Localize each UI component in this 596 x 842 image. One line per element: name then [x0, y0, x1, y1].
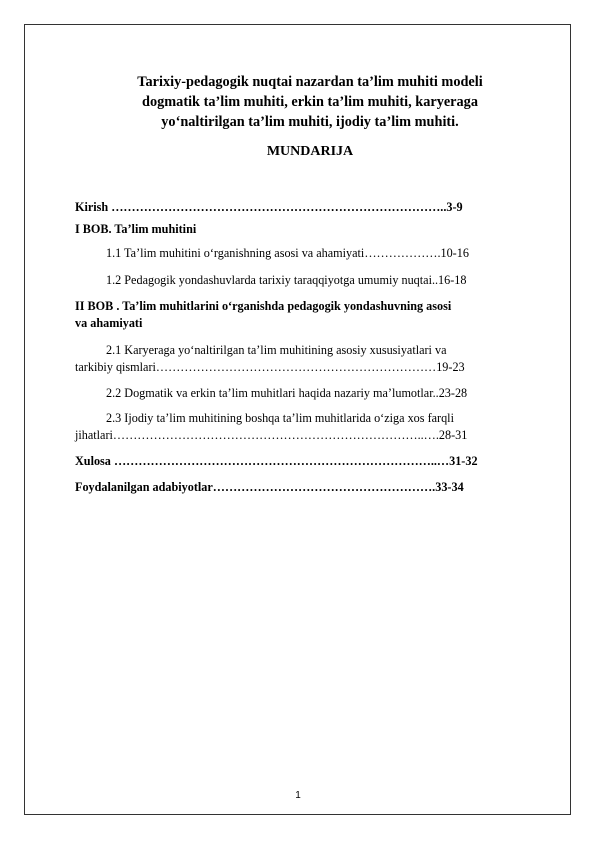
toc-entry-2-3	[75, 410, 530, 444]
heading-line-2: dogmatik ta’lim muhiti, erkin ta’lim muhiti, karyeraga	[142, 94, 478, 110]
toc-entry-xulosa: Xulosa ……………………………………………………………………..…31-32	[75, 454, 478, 468]
toc-entry-2-2: 2.2 Dogmatik va erkin ta’lim muhitlari haqida nazariy ma’lumotlar..23-28	[106, 386, 468, 400]
toc-entry-2-1	[75, 342, 530, 376]
toc-entry-kirish: Kirish ………………………………………………………………………..3-9	[75, 200, 463, 214]
entry-2-3-line-2: jihatlari…………………………………………………………………..….28-31	[75, 428, 468, 442]
toc-entry-chapter-1: I BOB. Ta’lim muhitini	[75, 222, 197, 236]
chapter-2-line-2: va ahamiyati	[75, 316, 143, 330]
toc-entry-1-1: 1.1 Ta’lim muhitini o‘rganishning asosi va ahamiyati……………….10-16	[106, 246, 469, 260]
heading-line-3: yo‘naltirilgan ta’lim muhiti, ijodiy ta’lim muhiti.	[161, 114, 459, 130]
document-heading	[70, 72, 550, 132]
entry-2-1-line-1: 2.1 Karyeraga yo‘naltirilgan ta’lim muhitining asosiy xususiyatlari va	[106, 343, 447, 357]
toc-entry-foydalanilgan: Foydalanilgan adabiyotlar……………………………………………….33-34	[75, 480, 464, 494]
toc-entry-1-2: 1.2 Pedagogik yondashuvlarda tarixiy taraqqiyotga umumiy nuqtai..16-18	[106, 273, 467, 287]
entry-2-3-line-1: 2.3 Ijodiy ta’lim muhitining boshqa ta’lim muhitlarida o‘ziga xos farqli	[106, 411, 454, 425]
entry-2-1-line-2: tarkibiy qismlari……………………………………………………………19-23	[75, 360, 465, 374]
page-number: 1	[295, 790, 301, 801]
heading-line-1: Tarixiy-pedagogik nuqtai nazardan ta’lim muhiti modeli	[137, 74, 483, 90]
chapter-2-line-1: II BOB . Ta’lim muhitlarini o‘rganishda pedagogik yondashuvning asosi	[75, 299, 452, 313]
section-title: MUNDARIJA	[266, 144, 354, 159]
toc-entry-chapter-2	[75, 298, 530, 332]
